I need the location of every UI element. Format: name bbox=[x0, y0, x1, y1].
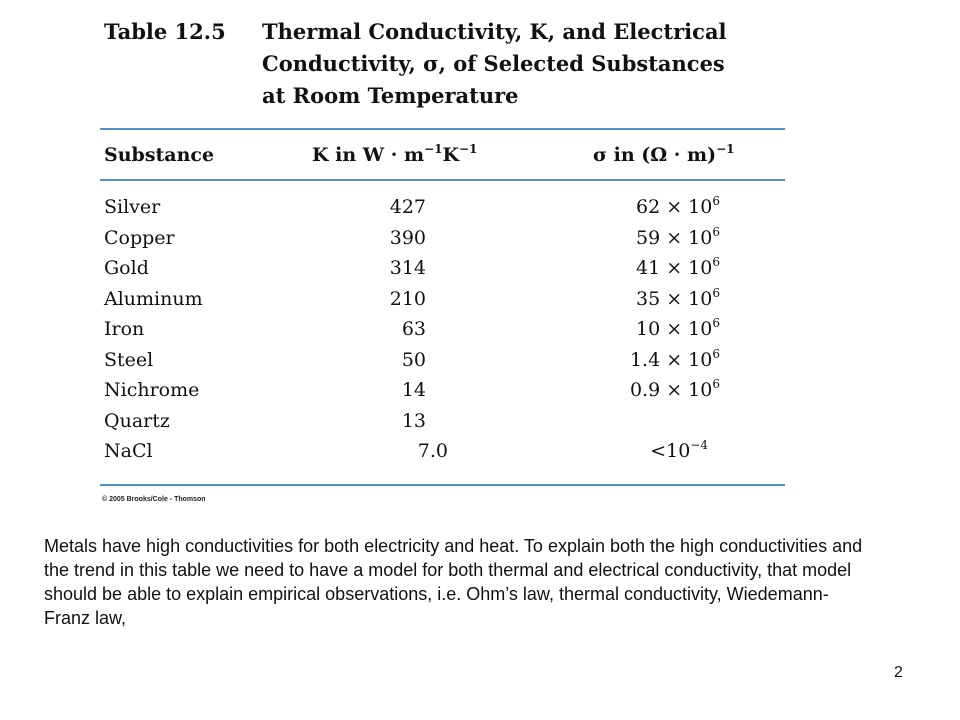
cell-substance: Aluminum bbox=[104, 287, 203, 310]
cell-sigma bbox=[580, 223, 720, 253]
sigma-exponent: 6 bbox=[712, 377, 720, 391]
table-title-line: Thermal Conductivity, K, and Electrical bbox=[262, 19, 727, 44]
sigma-mantissa: 35 × 10 bbox=[636, 287, 713, 310]
cell-substance: Steel bbox=[104, 348, 154, 371]
cell-sigma bbox=[580, 345, 720, 375]
sigma-exponent: 6 bbox=[712, 224, 720, 239]
cell-thermal-k: 390 bbox=[389, 226, 426, 249]
cell-sigma bbox=[580, 192, 720, 222]
cell-substance: Silver bbox=[104, 196, 161, 218]
page-number: 2 bbox=[894, 664, 903, 681]
table-row bbox=[0, 192, 960, 223]
cell-thermal-k: 63 bbox=[401, 318, 426, 340]
header-k-unit: K bbox=[442, 144, 459, 166]
cell-substance: Gold bbox=[104, 257, 149, 279]
sigma-exponent: 6 bbox=[712, 255, 720, 269]
table-row bbox=[0, 314, 960, 345]
cell-substance: Copper bbox=[104, 226, 175, 249]
cell-thermal-k: 210 bbox=[389, 287, 426, 310]
table-bottom-rule bbox=[100, 484, 785, 486]
table-number: Table 12.5 bbox=[104, 19, 226, 44]
cell-substance: Quartz bbox=[104, 409, 170, 432]
table-row bbox=[0, 375, 960, 406]
sigma-mantissa: 1.4 × 10 bbox=[629, 348, 713, 371]
sigma-exponent: −4 bbox=[690, 438, 708, 452]
cell-sigma bbox=[580, 253, 720, 283]
sigma-mantissa: 10 × 10 bbox=[636, 318, 713, 340]
header-k-exponent: −1 bbox=[458, 142, 478, 156]
header-k-text: K in W · m bbox=[312, 144, 425, 166]
table-title bbox=[262, 16, 802, 112]
copyright-notice: © 2005 Brooks/Cole - Thomson bbox=[102, 496, 206, 503]
header-sigma-exponent: −1 bbox=[716, 142, 735, 156]
table-title-line: at Room Temperature bbox=[262, 83, 519, 108]
sigma-mantissa: 0.9 × 10 bbox=[629, 379, 713, 401]
cell-sigma bbox=[580, 375, 720, 405]
cell-sigma bbox=[580, 436, 708, 466]
caption-text: Metals have high conductivities for both electricity and heat. To explain both the high conductivities and the trend in this table we need to have a model for both thermal and electrical conductivity, that model should be able to explain empirical observations, i.e. Ohm’s law, thermal conductivity, Wiedemann-Franz law, bbox=[44, 536, 863, 628]
sigma-exponent: 6 bbox=[712, 346, 720, 361]
cell-substance: NaCl bbox=[104, 440, 153, 462]
cell-substance: Nichrome bbox=[104, 379, 200, 401]
table-body bbox=[0, 192, 960, 467]
cell-thermal-k: 314 bbox=[389, 257, 426, 279]
cell-substance: Iron bbox=[104, 318, 145, 340]
table-title-line: Conductivity, σ, of Selected Substances bbox=[262, 51, 725, 76]
cell-thermal-k: 7.0 bbox=[417, 440, 448, 462]
sigma-mantissa: 59 × 10 bbox=[636, 226, 713, 249]
sigma-mantissa: <10 bbox=[650, 440, 691, 462]
table-top-rule bbox=[100, 128, 785, 130]
sigma-mantissa: 62 × 10 bbox=[636, 196, 713, 218]
sigma-exponent: 6 bbox=[712, 285, 720, 300]
cell-thermal-k: 50 bbox=[401, 348, 426, 371]
table-row bbox=[0, 223, 960, 254]
cell-thermal-k: 14 bbox=[401, 379, 426, 401]
header-sigma-text: σ in (Ω · m) bbox=[593, 144, 717, 166]
table-row bbox=[0, 284, 960, 315]
header-thermal-conductivity bbox=[312, 141, 477, 169]
table-row bbox=[0, 406, 960, 437]
cell-sigma bbox=[580, 314, 720, 344]
cell-thermal-k: 13 bbox=[401, 409, 426, 432]
table-row bbox=[0, 253, 960, 284]
header-k-exponent: −1 bbox=[424, 142, 443, 156]
header-substance: Substance bbox=[104, 144, 215, 166]
cell-thermal-k: 427 bbox=[389, 196, 426, 218]
table-row bbox=[0, 436, 960, 467]
table-row bbox=[0, 345, 960, 376]
table-header-rule bbox=[100, 179, 785, 181]
sigma-mantissa: 41 × 10 bbox=[636, 257, 713, 279]
sigma-exponent: 6 bbox=[712, 316, 720, 330]
cell-sigma bbox=[580, 284, 720, 314]
header-electrical-conductivity bbox=[593, 141, 735, 169]
sigma-exponent: 6 bbox=[712, 194, 720, 208]
